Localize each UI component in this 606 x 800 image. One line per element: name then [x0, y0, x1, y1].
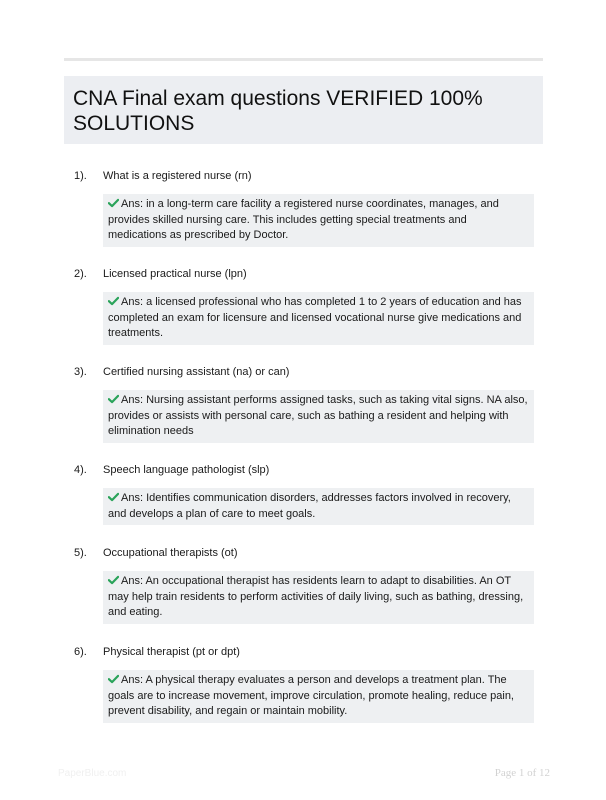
question-text: Licensed practical nurse (lpn)	[103, 268, 247, 280]
question-text: What is a registered nurse (rn)	[103, 170, 252, 182]
question-number: 2).	[74, 268, 87, 280]
question-number: 4).	[74, 464, 87, 476]
check-icon	[108, 674, 119, 684]
question-number: 3).	[74, 366, 87, 378]
check-icon	[108, 575, 119, 585]
top-divider	[64, 58, 543, 61]
question-number: 5).	[74, 547, 87, 559]
question-text: Physical therapist (pt or dpt)	[103, 646, 240, 658]
check-icon	[108, 296, 119, 306]
answer-box	[103, 194, 534, 247]
answer-box	[103, 670, 534, 723]
question-text: Occupational therapists (ot)	[103, 547, 238, 559]
answer-text: Ans: a licensed professional who has completed 1 to 2 years of education and has completed an exam for licensure and licensed vocational nurse give medications and treatments.	[108, 296, 522, 339]
answer-box	[103, 292, 534, 345]
check-icon	[108, 492, 119, 502]
document-title: CNA Final exam questions VERIFIED 100% SOLUTIONS	[73, 87, 483, 135]
answer-box	[103, 488, 534, 525]
page-number: Page 1 of 12	[494, 767, 550, 779]
answer-box	[103, 571, 534, 624]
answer-text: Ans: Nursing assistant performs assigned tasks, such as taking vital signs. NA also, provides or assists with personal care, such as bathing a resident and helping with elimination needs	[108, 394, 528, 437]
check-icon	[108, 198, 119, 208]
question-number: 6).	[74, 646, 87, 658]
question-text: Certified nursing assistant (na) or can)	[103, 366, 290, 378]
answer-text: Ans: in a long-term care facility a registered nurse coordinates, manages, and provides skilled nursing care. This includes getting special treatments and medications as prescribed by Doctor.	[108, 198, 499, 241]
question-text: Speech language pathologist (slp)	[103, 464, 270, 476]
footer-watermark: PaperBlue.com	[58, 768, 127, 779]
answer-text: Ans: An occupational therapist has residents learn to adapt to disabilities. An OT may help train residents to perform activities of daily living, such as bathing, dressing, and eating.	[108, 575, 524, 618]
title-banner	[64, 76, 543, 144]
check-icon	[108, 394, 119, 404]
answer-box	[103, 390, 534, 443]
answer-text: Ans: A physical therapy evaluates a person and develops a treatment plan. The goals are to increase movement, improve circulation, promote healing, reduce pain, prevent disability, and regain or maintain mobility.	[108, 674, 514, 717]
question-number: 1).	[74, 170, 87, 182]
answer-text: Ans: Identifies communication disorders, addresses factors involved in recovery, and develops a plan of care to meet goals.	[108, 492, 511, 520]
